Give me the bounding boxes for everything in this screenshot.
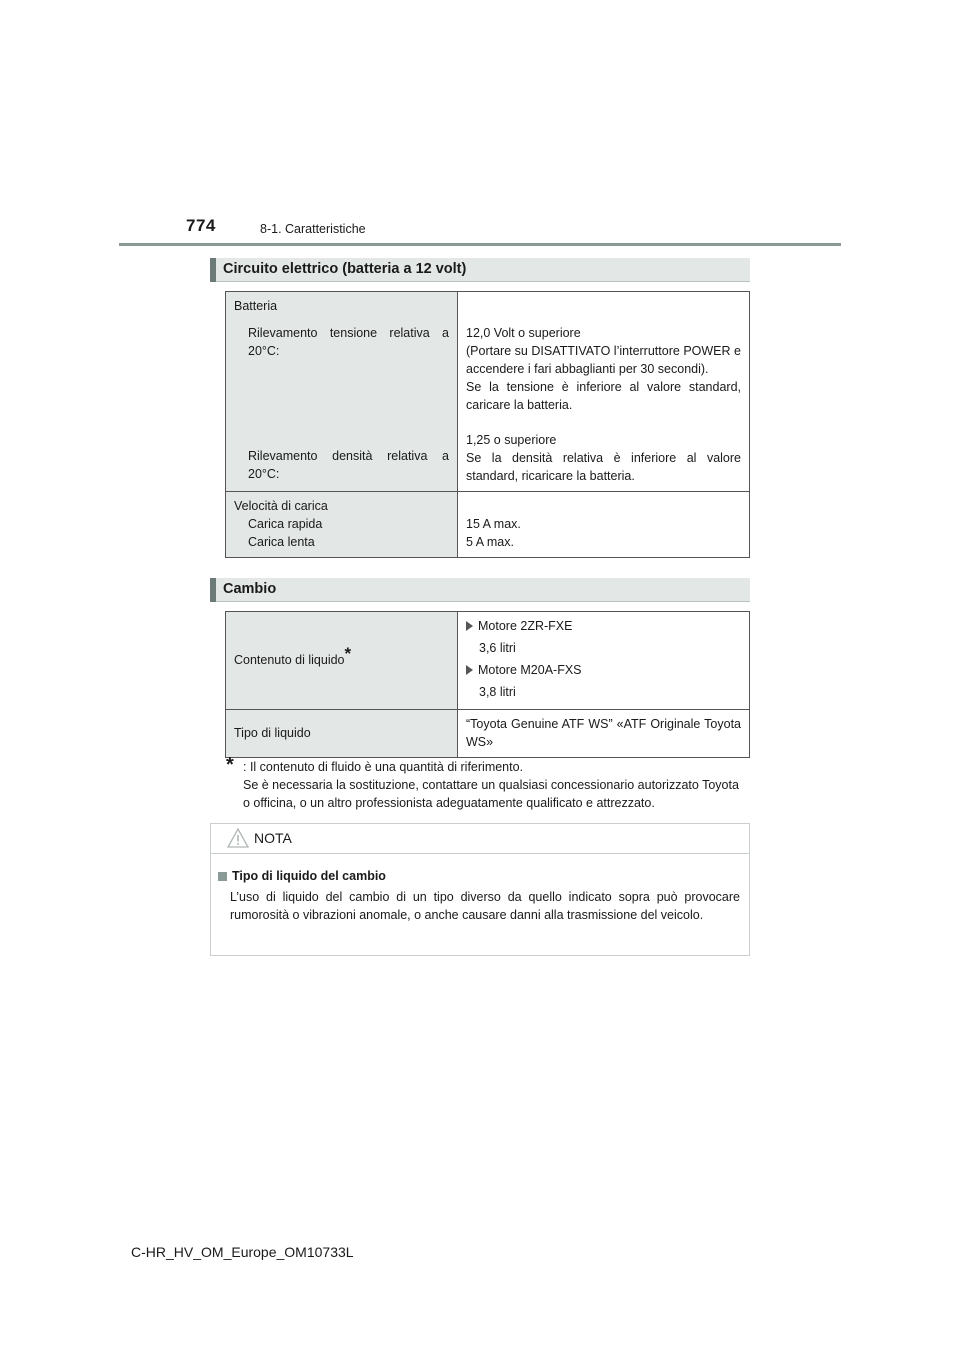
engine-1-value: 3,6 litri [479, 641, 516, 655]
nota-body [211, 854, 749, 924]
voltage-value-1: 12,0 Volt o superiore [466, 326, 581, 340]
table-cell-label [226, 710, 458, 758]
square-bullet-icon [218, 872, 227, 881]
section-heading-cambio [210, 578, 750, 602]
footnote-line-1: : Il contenuto di fluido è una quantità di riferimento. [243, 760, 524, 774]
capacity-footnote-star: * [344, 643, 352, 663]
warning-triangle-icon [227, 828, 249, 848]
fast-charge-value: 15 A max. [466, 517, 521, 531]
engine-2-label: Motore M20A-FXS [478, 663, 582, 677]
list-item [466, 617, 741, 635]
nota-text: L’uso di liquido del cambio di un tipo diverso da quello indicato sopra può provocare rumorosità o vibrazioni anomale, o anche causare danni alla trasmissione del veicolo. [230, 890, 740, 922]
nota-box [210, 823, 750, 956]
nota-title: Tipo di liquido del cambio [232, 869, 386, 883]
section-heading-electric [210, 258, 750, 282]
section-heading-bar [210, 578, 216, 602]
table-row [226, 612, 750, 710]
table-row [226, 292, 750, 492]
transmission-spec-table [225, 611, 750, 758]
triangle-bullet-icon [466, 621, 473, 631]
table-row [226, 492, 750, 558]
fluid-type-label: Tipo di liquido [234, 726, 311, 740]
footnote [226, 754, 746, 812]
nota-label: NOTA [254, 830, 292, 846]
charge-label: Velocità di carica [234, 499, 328, 513]
engine-1-label: Motore 2ZR-FXE [478, 619, 573, 633]
table-cell-value [458, 612, 750, 710]
table-cell-label [226, 292, 458, 492]
footnote-line-2: Se è necessaria la sostituzione, contattare un qualsiasi concessionario autorizzato Toyota o officina, o un altro professionista adeguatamente qualificato e attrezzato. [243, 778, 739, 810]
footnote-star: * [226, 754, 234, 776]
section-heading-label: Circuito elettrico (batteria a 12 volt) [223, 261, 467, 277]
table-cell-value [458, 710, 750, 758]
table-cell-value [458, 492, 750, 558]
capacity-label: Contenuto di liquido [234, 653, 345, 667]
table-cell-label [226, 612, 458, 710]
battery-spec-table [225, 291, 750, 558]
engine-2-value: 3,8 litri [479, 685, 516, 699]
fluid-type-value: “Toyota Genuine ATF WS” «ATF Originale Toyota WS» [466, 717, 741, 749]
table-row [226, 710, 750, 758]
density-label: Rilevamento densità relativa a 20°C: [248, 449, 449, 481]
battery-label: Batteria [234, 299, 278, 313]
table-cell-label [226, 492, 458, 558]
density-value-1: 1,25 o superiore [466, 433, 557, 447]
nota-header [211, 824, 749, 854]
slow-charge-value: 5 A max. [466, 535, 514, 549]
document-code: C-HR_HV_OM_Europe_OM10733L [131, 1244, 354, 1260]
triangle-bullet-icon [466, 665, 473, 675]
slow-charge-label: Carica lenta [248, 535, 315, 549]
voltage-value-3: Se la tensione è inferiore al valore standard, caricare la batteria. [466, 380, 741, 412]
nota-title-row [218, 867, 740, 885]
density-value-2: Se la densità relativa è inferiore al valore standard, ricaricare la batteria. [466, 451, 741, 483]
voltage-value-2: (Portare su DISATTIVATO l’interruttore POWER e accendere i fari abbaglianti per 30 secondi). [466, 344, 741, 376]
fast-charge-label: Carica rapida [248, 517, 323, 531]
page-number: 774 [186, 216, 216, 235]
table-cell-value [458, 292, 750, 492]
voltage-label: Rilevamento tensione relativa a 20°C: [248, 326, 449, 358]
section-heading-bar [210, 258, 216, 282]
section-reference: 8-1. Caratteristiche [260, 222, 366, 236]
header-rule [119, 243, 841, 246]
section-heading-label: Cambio [223, 581, 277, 597]
list-item [466, 661, 741, 679]
